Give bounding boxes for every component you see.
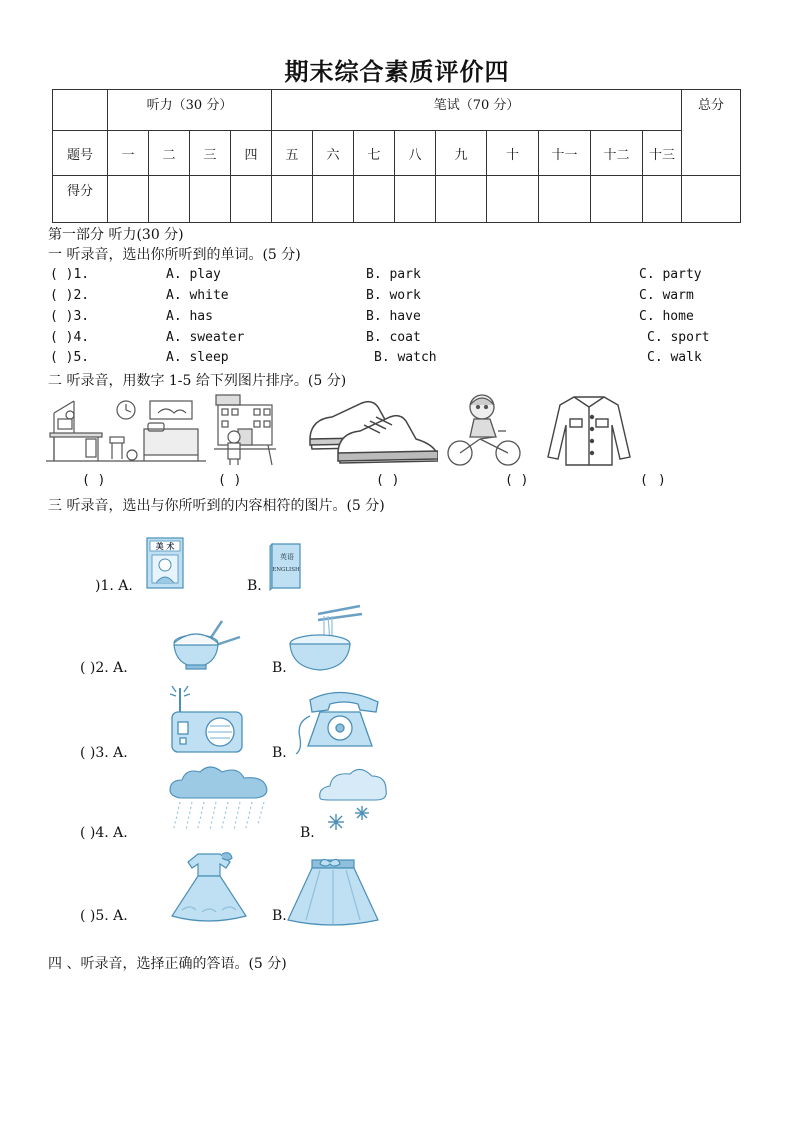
part1-title: 第一部分 听力(30 分) [48,227,184,243]
girl-bike-icon [446,393,526,468]
q5-option-c: C. walk [647,350,702,365]
english-book-label: 英语 [280,553,294,561]
written-header: 笔试（70 分） [272,90,682,131]
q4-option-b: B. coat [366,330,421,345]
order-blank-1[interactable]: ( ) [82,473,106,488]
q2-number: ( )2. [50,288,90,303]
english-book-label-en: ENGLISH [272,567,300,573]
num-cell: 一 [108,131,149,176]
row-number-label: 题号 [53,131,108,176]
school-icon [214,393,276,468]
score-cell[interactable] [539,176,591,223]
order-blank-3[interactable]: ( ) [376,473,400,488]
noodle-bowl-icon [288,604,364,672]
section3-title: 三 听录音，选出与你所听到的内容相符的图片。(5 分) [48,498,385,514]
score-cell[interactable] [149,176,190,223]
q4-number: ( )4. [50,330,90,345]
s3-q3-number: ( )3. A. [80,745,128,761]
score-cell[interactable] [643,176,682,223]
score-cell[interactable] [354,176,395,223]
row-score-label: 得分 [53,176,108,223]
q5-number: ( )5. [50,350,90,365]
section1-title: 一 听录音，选出你所听到的单词。(5 分) [48,247,301,263]
english-book-icon [268,541,304,591]
score-cell[interactable] [591,176,643,223]
score-cell[interactable] [395,176,436,223]
s3-q3-option-b: B. [272,745,287,761]
order-blank-5[interactable]: ( ) [640,473,668,488]
q2-option-b: B. work [366,288,421,303]
q1-number: ( )1. [50,267,90,282]
s3-q2-option-b: B. [272,660,287,676]
score-cell[interactable] [682,176,741,223]
num-cell: 七 [354,131,395,176]
skirt-icon [286,856,380,926]
num-cell: 十二 [591,131,643,176]
q3-option-c: C. home [639,309,694,324]
score-cell[interactable] [313,176,354,223]
corner-cell [53,90,108,131]
shirt-icon [544,393,634,468]
score-cell[interactable] [272,176,313,223]
num-cell: 九 [436,131,487,176]
section2-title: 二 听录音，用数字 1-5 给下列图片排序。(5 分) [48,373,347,389]
q2-option-c: C. warm [639,288,694,303]
telephone-icon [292,688,384,756]
q5-option-a: A. sleep [166,350,229,365]
s3-q5-number: ( )5. A. [80,908,128,924]
num-cell: 十一 [539,131,591,176]
score-cell[interactable] [190,176,231,223]
q1-option-a: A. play [166,267,221,282]
art-book-icon [146,537,184,589]
q3-number: ( )3. [50,309,90,324]
num-cell: 十 [487,131,539,176]
s3-q1-number: )1. A. [95,578,133,594]
order-blank-2[interactable]: ( ) [218,473,242,488]
score-cell[interactable] [231,176,272,223]
s3-q4-number: ( )4. A. [80,825,128,841]
q1-option-b: B. park [366,267,421,282]
q1-option-c: C. party [639,267,702,282]
snow-cloud-icon [316,766,388,836]
q3-option-b: B. have [366,309,421,324]
num-cell: 六 [313,131,354,176]
q3-option-a: A. has [166,309,213,324]
order-blank-4[interactable]: ( ) [505,473,529,488]
num-cell: 十三 [643,131,682,176]
rice-bowl-icon [168,615,244,671]
dress-icon [168,850,250,922]
score-cell[interactable] [108,176,149,223]
score-cell[interactable] [436,176,487,223]
score-cell[interactable] [487,176,539,223]
q5-option-b: B. watch [374,350,437,365]
num-cell: 四 [231,131,272,176]
rain-cloud-icon [166,764,276,834]
room-icon [46,393,206,468]
q4-option-a: A. sweater [166,330,245,345]
s3-q4-option-b: B. [300,825,315,841]
s3-q5-option-b: B. [272,908,287,924]
art-book-label: 美 术 [155,542,175,551]
radio-icon [166,682,244,756]
s3-q1-option-b: B. [247,578,262,594]
num-cell: 二 [149,131,190,176]
sneakers-icon [306,393,438,468]
num-cell: 五 [272,131,313,176]
page-title: 期末综合素质评价四 [284,57,510,86]
q4-option-c: C. sport [647,330,710,345]
total-header: 总分 [682,90,741,176]
listening-header: 听力（30 分） [108,90,272,131]
num-cell: 八 [395,131,436,176]
q2-option-a: A. white [166,288,229,303]
num-cell: 三 [190,131,231,176]
score-table [52,89,741,223]
s3-q2-number: ( )2. A. [80,660,128,676]
section4-title: 四 、听录音，选择正确的答语。(5 分) [48,956,287,972]
